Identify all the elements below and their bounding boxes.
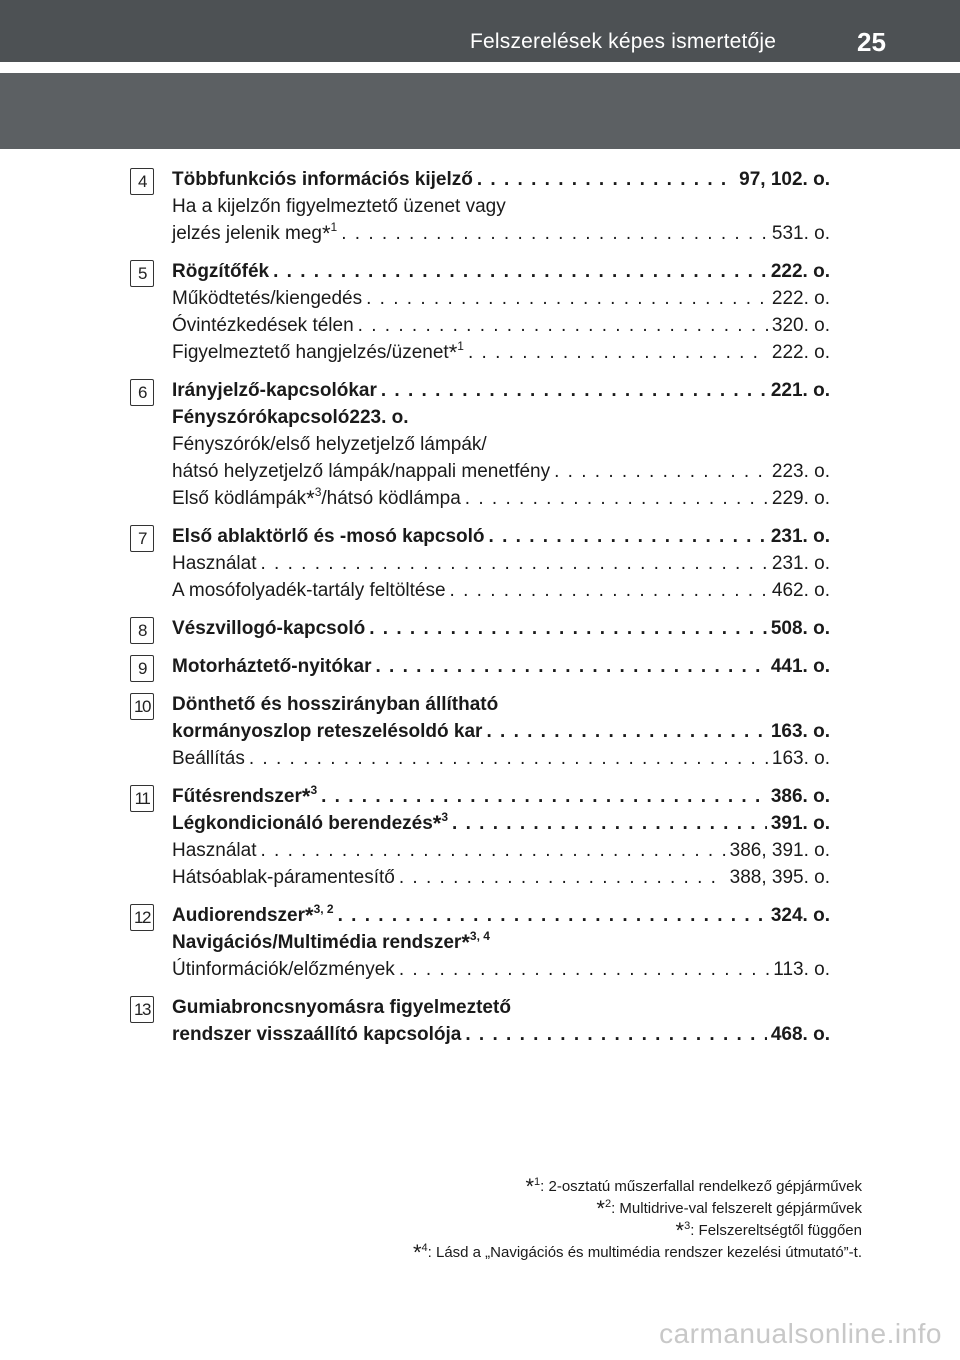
watermark: carmanualsonline.info <box>659 1318 942 1349</box>
toc-subitem-line <box>172 956 830 983</box>
item-text: Használat <box>172 840 257 861</box>
footnote-star: * <box>306 486 315 511</box>
footnote-star: * <box>448 340 458 365</box>
item-label <box>172 783 317 810</box>
toc-heading-line <box>172 653 830 680</box>
toc-subitem-line <box>172 431 830 458</box>
item-text: Első ködlámpák <box>172 488 307 509</box>
item-label <box>172 523 485 550</box>
toc-heading-line <box>172 615 830 642</box>
page-reference: 229. o. <box>771 488 830 509</box>
item-text: Audiorendszer <box>172 905 306 926</box>
page-reference: 462. o. <box>771 580 830 601</box>
item-text: rendszer visszaállító kapcsolója <box>172 1024 462 1045</box>
toc-entry <box>130 783 830 891</box>
item-label <box>172 312 354 339</box>
contents-list <box>130 166 830 1059</box>
item-label <box>172 166 473 193</box>
item-label <box>172 485 461 512</box>
dot-leader <box>338 902 767 929</box>
dot-leader <box>261 837 726 864</box>
dot-leader <box>554 458 768 485</box>
dot-leader <box>450 577 768 604</box>
item-text: Ha a kijelzőn figyelmeztető üzenet vagy <box>172 196 506 217</box>
dot-leader <box>261 550 768 577</box>
page-number: 25 <box>857 27 886 57</box>
toc-subitem-line <box>172 220 830 247</box>
item-label <box>172 193 506 220</box>
footnote-mark: 4 <box>421 1242 428 1254</box>
dot-leader <box>465 1021 766 1048</box>
item-text: Dönthető és hosszirányban állítható <box>172 694 499 715</box>
item-label <box>172 577 446 604</box>
toc-heading-line <box>172 810 830 837</box>
callout-number: 5 <box>130 260 154 287</box>
page-reference: 223. o. <box>771 461 830 482</box>
footnote-ref: 3 <box>314 485 322 499</box>
item-label <box>172 902 334 929</box>
footnote-line <box>413 1220 862 1242</box>
footnote-ref: 3 <box>310 783 318 797</box>
item-label <box>172 377 377 404</box>
toc-subitem-line <box>172 312 830 339</box>
footnote-ref: 3, 4 <box>469 929 490 943</box>
dot-leader <box>486 718 766 745</box>
footnote-star: * <box>305 903 314 928</box>
page-reference: 320. o. <box>771 315 830 336</box>
dot-leader <box>489 523 767 550</box>
item-text: Navigációs/Multimédia rendszer <box>172 932 462 953</box>
item-label <box>172 615 365 642</box>
page-reference: 222. o. <box>771 342 830 363</box>
footnote-text: : 2-osztatú műszerfallal rendelkező gépjárművek <box>540 1178 862 1195</box>
page-reference: 386, 391. o. <box>729 840 830 861</box>
item-text: Gumiabroncsnyomásra figyelmeztető <box>172 997 511 1018</box>
item-text: Figyelmeztető hangjelzés/üzenet <box>172 342 449 363</box>
item-label <box>172 431 487 458</box>
item-label <box>172 285 362 312</box>
footnote-text: : Felszereltségtől függően <box>690 1222 862 1239</box>
dot-leader <box>358 312 768 339</box>
toc-subitem-line <box>172 837 830 864</box>
page-reference: 221. o. <box>770 380 830 401</box>
toc-subitem-line <box>172 485 830 512</box>
item-text: Fényszórókapcsoló223. o. <box>172 407 409 428</box>
toc-entry <box>130 994 830 1048</box>
dot-leader <box>341 220 768 247</box>
item-text: kormányoszlop reteszelésoldó kar <box>172 721 483 742</box>
footnote-line <box>413 1198 862 1220</box>
footnote-line <box>413 1242 862 1264</box>
item-label <box>172 404 409 431</box>
item-text: Óvintézkedések télen <box>172 315 354 336</box>
item-label <box>172 745 245 772</box>
dot-leader <box>381 377 767 404</box>
dot-leader <box>465 485 768 512</box>
page-reference: 113. o. <box>773 959 830 980</box>
toc-heading-line <box>172 929 830 956</box>
callout-number: 13 <box>130 996 154 1023</box>
callout-number: 12 <box>130 904 154 931</box>
callout-number: 10 <box>130 693 154 720</box>
toc-heading-line <box>172 166 830 193</box>
section-title: Felszerelések képes ismertetője <box>470 30 777 53</box>
footnote-star: * <box>412 1240 422 1265</box>
toc-heading-line <box>172 691 830 718</box>
item-text: Első ablaktörlő és -mosó kapcsoló <box>172 526 485 547</box>
toc-subitem-line <box>172 550 830 577</box>
toc-entry <box>130 691 830 772</box>
header-band <box>0 73 960 149</box>
page-reference: 388, 395. o. <box>729 867 830 888</box>
page-reference: 222. o. <box>771 288 830 309</box>
page-reference: 231. o. <box>770 526 830 547</box>
item-text: Vészvillogó-kapcsoló <box>172 618 366 639</box>
toc-heading-line <box>172 377 830 404</box>
item-text: Működtetés/kiengedés <box>172 288 363 309</box>
item-text: Légkondicionáló berendezés <box>172 813 433 834</box>
toc-heading-line <box>172 902 830 929</box>
callout-number: 11 <box>130 785 154 812</box>
item-label <box>172 258 269 285</box>
page-reference: 97, 102. o. <box>739 169 830 190</box>
toc-entry <box>130 377 830 512</box>
callout-number: 6 <box>130 379 154 406</box>
page-reference: 324. o. <box>770 905 830 926</box>
toc-subitem-line <box>172 745 830 772</box>
callout-number: 9 <box>130 655 154 682</box>
item-label <box>172 929 490 956</box>
page-reference: 391. o. <box>770 813 830 834</box>
item-text: hátsó helyzetjelző lámpák/nappali menetfény <box>172 461 551 482</box>
item-label <box>172 956 395 983</box>
footnotes <box>413 1176 862 1264</box>
footnote-mark: 2 <box>604 1198 612 1210</box>
dot-leader <box>452 810 767 837</box>
footnote-ref: 1 <box>457 339 464 353</box>
callout-number: 8 <box>130 617 154 644</box>
toc-subitem-line <box>172 285 830 312</box>
toc-subitem-line <box>172 193 830 220</box>
item-text: Motorháztető-nyitókar <box>172 656 372 677</box>
dot-leader <box>468 339 768 366</box>
footnote-ref: 3 <box>441 810 449 824</box>
item-label <box>172 1021 461 1048</box>
footnote-mark: 3 <box>684 1220 691 1232</box>
dot-leader <box>321 783 767 810</box>
item-label <box>172 220 337 247</box>
header-divider <box>0 62 960 73</box>
page-reference: 386. o. <box>770 786 830 807</box>
footnote-star: * <box>461 930 470 955</box>
dot-leader <box>399 864 726 891</box>
toc-subitem-line <box>172 864 830 891</box>
page-reference: 163. o. <box>770 721 830 742</box>
dot-leader <box>369 615 767 642</box>
page-reference: 163. o. <box>771 748 830 769</box>
item-text: jelzés jelenik meg <box>172 223 322 244</box>
page-reference: 508. o. <box>770 618 830 639</box>
item-label <box>172 653 372 680</box>
dot-leader <box>477 166 735 193</box>
footnote-star: * <box>596 1196 605 1221</box>
toc-entry <box>130 523 830 604</box>
toc-entry <box>130 615 830 642</box>
toc-heading-line <box>172 1021 830 1048</box>
item-label <box>172 691 498 718</box>
dot-leader <box>399 956 769 983</box>
toc-entry <box>130 902 830 983</box>
toc-heading-line <box>172 994 830 1021</box>
dot-leader <box>366 285 768 312</box>
item-text: Útinformációk/előzmények <box>172 959 395 980</box>
page-reference: 531. o. <box>771 223 830 244</box>
callout-number: 4 <box>130 168 154 195</box>
footnote-mark: 1 <box>534 1176 541 1188</box>
item-text: Használat <box>172 553 257 574</box>
item-label <box>172 810 448 837</box>
item-label <box>172 339 464 366</box>
dot-leader <box>273 258 767 285</box>
item-label <box>172 718 482 745</box>
item-text: Többfunkciós információs kijelző <box>172 169 473 190</box>
toc-entry <box>130 258 830 366</box>
item-text: Fűtésrendszer <box>172 786 302 807</box>
toc-heading-line <box>172 523 830 550</box>
page-reference: 468. o. <box>770 1024 830 1045</box>
footnote-text: : Lásd a „Navigációs és multimédia rendszer kezelési útmutató”-t. <box>427 1244 862 1261</box>
footnote-star: * <box>525 1174 535 1199</box>
toc-heading-line <box>172 718 830 745</box>
item-text: Fényszórók/első helyzetjelző lámpák/ <box>172 434 487 455</box>
toc-heading-line <box>172 783 830 810</box>
item-label <box>172 994 511 1021</box>
page-reference: 231. o. <box>771 553 830 574</box>
toc-heading-line <box>172 258 830 285</box>
toc-subitem-line <box>172 577 830 604</box>
page-reference: 441. o. <box>770 656 830 677</box>
footnote-ref: 3, 2 <box>313 902 334 916</box>
toc-subitem-line <box>172 458 830 485</box>
item-text: A mosófolyadék-tartály feltöltése <box>172 580 446 601</box>
item-text: Rögzítőfék <box>172 261 270 282</box>
footnote-star: * <box>301 784 311 809</box>
dot-leader <box>376 653 767 680</box>
footnote-line <box>413 1176 862 1198</box>
footnote-star: * <box>675 1218 685 1243</box>
item-text: Irányjelző-kapcsolókar <box>172 380 377 401</box>
callout-number: 7 <box>130 525 154 552</box>
item-label <box>172 837 257 864</box>
footnote-star: * <box>432 811 442 836</box>
item-label <box>172 550 257 577</box>
footnote-text: : Multidrive-val felszerelt gépjárművek <box>611 1200 862 1217</box>
footnote-ref: 1 <box>330 220 338 234</box>
item-label <box>172 864 395 891</box>
toc-subitem-line <box>172 339 830 366</box>
dot-leader <box>249 745 768 772</box>
item-label <box>172 458 550 485</box>
toc-entry <box>130 166 830 247</box>
item-text-continued: /hátsó ködlámpa <box>321 488 461 509</box>
toc-heading-line <box>172 404 830 431</box>
page-reference: 222. o. <box>770 261 830 282</box>
footnote-star: * <box>321 221 331 246</box>
toc-entry <box>130 653 830 680</box>
item-text: Beállítás <box>172 748 245 769</box>
page-header <box>0 0 960 62</box>
item-text: Hátsóablak-páramentesítő <box>172 867 395 888</box>
